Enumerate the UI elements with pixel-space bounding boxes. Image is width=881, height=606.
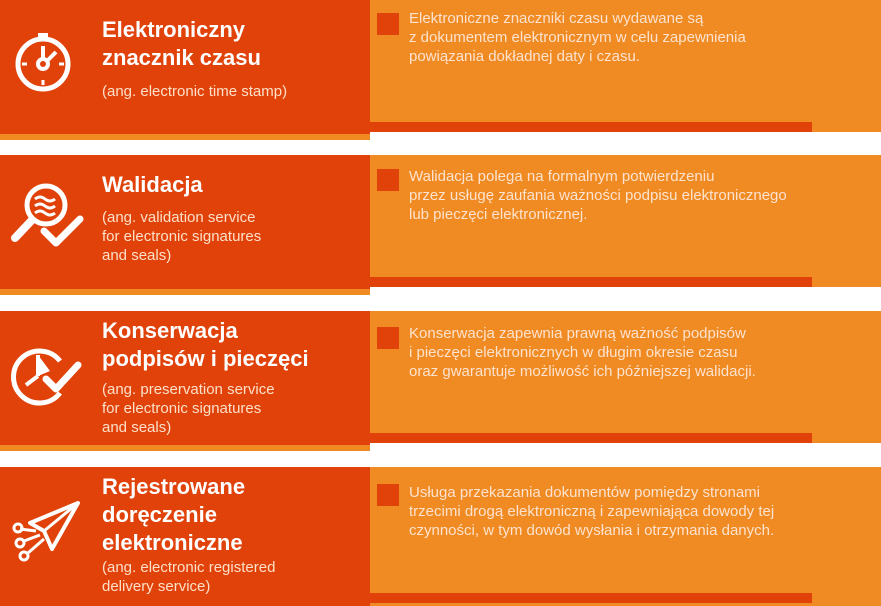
divider: [352, 433, 372, 443]
service-description: Usługa przekazania dokumentów pomiędzy stronami trzecimi drogą elektroniczną i zapewniająca dowody tej czynności, w tym dowód wysłania i otrzymania danych.: [409, 484, 775, 539]
divider: [370, 593, 812, 603]
service-row-timestamp: [0, 0, 881, 140]
service-right-panel: [370, 467, 881, 606]
service-left-panel: [0, 0, 370, 140]
divider: [370, 277, 812, 287]
service-subtitle: (ang. validation service for electronic signatures and seals): [102, 209, 262, 264]
service-subtitle: (ang. preservation service for electronic signatures and seals): [102, 381, 275, 436]
service-left-panel: [0, 155, 370, 295]
service-row-preservation: [0, 311, 881, 451]
service-description: Elektroniczne znaczniki czasu wydawane są z dokumentem elektronicznym w celu zapewnienia powiązania dokładnej daty i czasu.: [409, 10, 746, 65]
paper-plane-icon: [10, 497, 82, 563]
divider: [352, 122, 372, 132]
magnifier-check-icon: [10, 175, 90, 255]
service-row-delivery: [0, 467, 881, 606]
divider: [0, 289, 370, 295]
service-title: Elektroniczny znacznik czasu: [102, 17, 261, 70]
stopwatch-icon: [10, 28, 76, 94]
service-subtitle: (ang. electronic time stamp): [102, 83, 288, 100]
divider: [370, 433, 812, 443]
bullet-square: [377, 327, 399, 349]
divider: [0, 134, 370, 140]
service-title: Konserwacja podpisów i pieczęci: [102, 318, 309, 371]
divider: [0, 445, 370, 451]
service-left-panel: [0, 311, 370, 451]
service-description: Walidacja polega na formalnym potwierdzeniu przez usługę zaufania ważności podpisu elektronicznego lub pieczęci elektronicznej.: [409, 168, 787, 223]
service-title: Walidacja: [102, 172, 203, 197]
service-subtitle: (ang. electronic registered delivery service): [102, 559, 276, 595]
bullet-square: [377, 484, 399, 506]
service-right-panel: [370, 311, 881, 443]
service-right-panel: [370, 155, 881, 287]
divider: [352, 277, 372, 287]
service-title: Rejestrowane doręczenie elektroniczne: [102, 474, 246, 555]
bullet-square: [377, 13, 399, 35]
clock-check-icon: [10, 341, 90, 411]
divider: [370, 122, 812, 132]
service-right-panel: [370, 0, 881, 132]
service-row-validation: [0, 155, 881, 295]
divider: [352, 593, 372, 603]
service-description: Konserwacja zapewnia prawną ważność podpisów i pieczęci elektronicznych w długim okresie czasu oraz gwarantuje możliwość ich późniejszej walidacji.: [409, 325, 756, 380]
bullet-square: [377, 169, 399, 191]
service-left-panel: [0, 467, 370, 606]
